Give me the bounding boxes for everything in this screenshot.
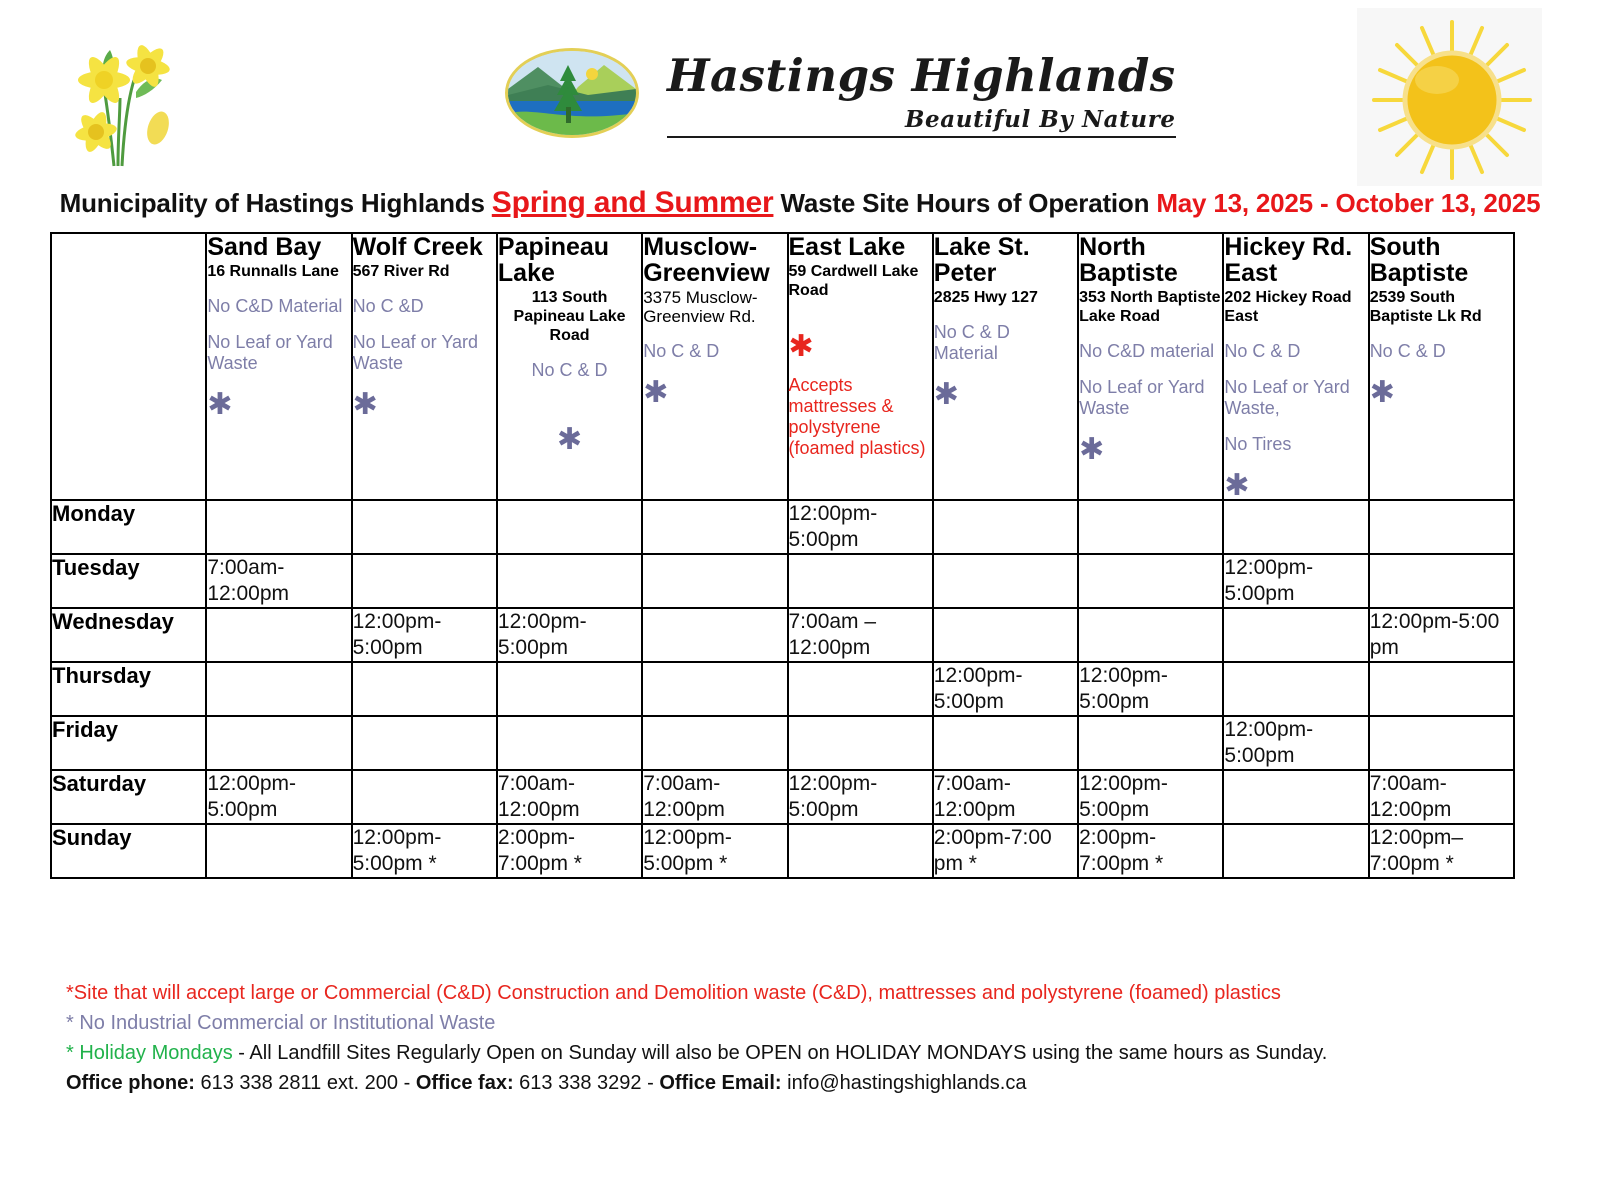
- hours-cell: [206, 716, 351, 770]
- hours-cell: [1223, 500, 1368, 554]
- day-label-saturday: Saturday: [51, 770, 206, 824]
- footnote-holiday-text: - All Landfill Sites Regularly Open on Sunday will also be OPEN on HOLIDAY MONDAYS using the same hours as Sunday.: [232, 1042, 1328, 1064]
- hours-cell: [352, 770, 497, 824]
- site-asterisk: ✱: [1224, 469, 1250, 502]
- hours-cell: 12:00pm-5:00pm: [933, 662, 1078, 716]
- office-fax-label: Office fax:: [415, 1072, 514, 1094]
- hours-cell: 12:00pm–7:00pm *: [1369, 824, 1514, 878]
- site-address: 113 South Papineau Lake Road: [513, 289, 626, 344]
- table-header-row: [51, 233, 1514, 500]
- title-prefix: Municipality of Hastings Highlands: [59, 188, 492, 218]
- site-name: North Baptiste: [1079, 233, 1178, 287]
- hours-cell: [933, 608, 1078, 662]
- hours-cell: [1078, 608, 1223, 662]
- table-row: [51, 770, 1514, 824]
- hours-cell: 7:00am-12:00pm: [642, 770, 787, 824]
- site-name: Sand Bay: [207, 233, 322, 261]
- daffodil-flowers-icon: [62, 28, 182, 168]
- site-name: Wolf Creek: [352, 233, 483, 261]
- poster-header: [0, 0, 1600, 180]
- site-address: 2825 Hwy 127: [933, 289, 1038, 306]
- hours-cell: [1369, 554, 1514, 608]
- table-row: [51, 608, 1514, 662]
- hours-cell: [642, 554, 787, 608]
- site-note: No Leaf or Yard Waste: [352, 332, 479, 373]
- office-email-value: info@hastingshighlands.ca: [781, 1072, 1027, 1094]
- site-asterisk: ✱: [556, 423, 583, 456]
- hours-cell: 12:00pm-5:00pm: [1223, 554, 1368, 608]
- hours-cell: [642, 500, 787, 554]
- site-asterisk: ✱: [643, 376, 669, 409]
- site-note: No C & D: [643, 341, 720, 361]
- hours-cell: [1369, 662, 1514, 716]
- hours-cell: [206, 608, 351, 662]
- hours-cell: 12:00pm-5:00pm: [206, 770, 351, 824]
- hours-cell: [933, 500, 1078, 554]
- logo-name-text: Hastings Highlands: [667, 49, 1176, 102]
- site-header-lake-st-peter: [933, 233, 1078, 500]
- hours-cell: [1223, 824, 1368, 878]
- site-note: No C & D: [1224, 341, 1301, 361]
- site-note: No Leaf or Yard Waste: [1079, 377, 1205, 418]
- site-name: Papineau Lake: [497, 233, 610, 287]
- title-dates: May 13, 2025 - October 13, 2025: [1156, 188, 1541, 218]
- hours-cell: 2:00pm-7:00 pm *: [933, 824, 1078, 878]
- site-name: Hickey Rd. East: [1224, 233, 1353, 287]
- footnote-no-ici-waste: * No Industrial Commercial or Institutional Waste: [66, 1012, 496, 1034]
- hours-cell: [206, 662, 351, 716]
- title-middle: Waste Site Hours of Operation: [773, 188, 1157, 218]
- site-name: Musclow-Greenview: [643, 233, 770, 287]
- hours-cell: [1223, 770, 1368, 824]
- footnotes: [66, 978, 1546, 1098]
- site-note: No C&D material: [1079, 341, 1215, 361]
- site-note: No Leaf or Yard Waste,: [1224, 377, 1350, 418]
- hours-cell: [933, 716, 1078, 770]
- site-asterisk: ✱: [933, 378, 959, 411]
- site-note: No C & D: [1369, 341, 1446, 361]
- hours-cell: [642, 608, 787, 662]
- hours-cell: [1078, 554, 1223, 608]
- hours-cell: [1223, 662, 1368, 716]
- site-address: 16 Runnalls Lane: [207, 263, 339, 280]
- site-header-papineau-lake: [497, 233, 642, 500]
- site-header-east-lake: [788, 233, 933, 500]
- table-row: [51, 554, 1514, 608]
- logo-tagline-text: Beautiful By Nature: [667, 106, 1176, 138]
- table-corner-cell: [51, 233, 206, 500]
- site-note: No Leaf or Yard Waste: [207, 332, 333, 373]
- site-note: No C & D: [531, 360, 608, 380]
- hours-cell: [788, 662, 933, 716]
- hours-cell: 2:00pm-7:00pm *: [1078, 824, 1223, 878]
- site-note: No Tires: [1224, 434, 1292, 454]
- site-asterisk: ✱: [1079, 433, 1105, 466]
- hours-cell: [352, 554, 497, 608]
- hastings-highlands-logo: [505, 48, 1176, 138]
- hours-cell: [788, 824, 933, 878]
- hours-cell: [352, 662, 497, 716]
- site-name: Lake St. Peter: [933, 233, 1030, 287]
- hours-cell: 2:00pm-7:00pm *: [497, 824, 642, 878]
- office-fax-value: 613 338 3292 -: [513, 1072, 660, 1094]
- site-address: 202 Hickey Road East: [1224, 289, 1352, 325]
- hours-cell: 7:00am – 12:00pm: [788, 608, 933, 662]
- site-header-musclow-greenview: [642, 233, 787, 500]
- hours-cell: [642, 662, 787, 716]
- office-phone-value: 613 338 2811 ext. 200 -: [194, 1072, 416, 1094]
- hours-cell: [1078, 716, 1223, 770]
- hours-cell: 12:00pm-5:00pm: [788, 770, 933, 824]
- site-header-south-baptiste: [1369, 233, 1514, 500]
- table-row: [51, 716, 1514, 770]
- hours-cell: 12:00pm-5:00pm: [788, 500, 933, 554]
- logo-oval-emblem: [505, 48, 639, 138]
- day-label-friday: Friday: [51, 716, 206, 770]
- site-address: 3375 Musclow-Greenview Rd.: [643, 288, 758, 326]
- site-asterisk: ✱: [788, 330, 814, 363]
- site-asterisk: ✱: [352, 388, 378, 421]
- hours-cell: [1369, 716, 1514, 770]
- hours-cell: [206, 824, 351, 878]
- hours-cell: [1369, 500, 1514, 554]
- footnote-cd-sites: *Site that will accept large or Commercial (C&D) Construction and Demolition waste (C&D), mattresses and polystyrene (foamed) plastics: [66, 982, 1281, 1004]
- site-address: 353 North Baptiste Lake Road: [1079, 289, 1221, 325]
- hours-cell: 12:00pm-5:00pm: [1223, 716, 1368, 770]
- hours-cell: [1223, 608, 1368, 662]
- hours-cell: [497, 716, 642, 770]
- site-name: East Lake: [788, 233, 906, 261]
- site-header-north-baptiste: [1078, 233, 1223, 500]
- site-address: 567 River Rd: [352, 263, 450, 280]
- office-email-label: Office Email:: [659, 1072, 782, 1094]
- table-row: [51, 662, 1514, 716]
- hours-cell: 7:00am-12:00pm: [497, 770, 642, 824]
- sun-icon: [1357, 8, 1542, 186]
- hours-table-container: [50, 232, 1515, 879]
- hours-cell: [1078, 500, 1223, 554]
- hours-cell: 7:00am-12:00pm: [933, 770, 1078, 824]
- table-body: [51, 500, 1514, 878]
- hours-cell: 12:00pm-5:00pm *: [352, 824, 497, 878]
- hours-cell: [497, 554, 642, 608]
- site-note: No C &D: [352, 296, 424, 316]
- day-label-thursday: Thursday: [51, 662, 206, 716]
- site-note: No C & D Material: [933, 322, 1010, 363]
- hours-cell: 12:00pm-5:00pm: [1078, 662, 1223, 716]
- footnote-holiday-label: * Holiday Mondays: [66, 1042, 233, 1064]
- site-header-sand-bay: [206, 233, 351, 500]
- hours-cell: 12:00pm-5:00pm *: [642, 824, 787, 878]
- table-row: [51, 824, 1514, 878]
- title-season: Spring and Summer: [491, 186, 774, 219]
- day-label-tuesday: Tuesday: [51, 554, 206, 608]
- table-row: [51, 500, 1514, 554]
- logo-wordmark: [667, 48, 1176, 138]
- hours-cell: 12:00pm-5:00 pm: [1369, 608, 1514, 662]
- footnote-holiday-mondays: [66, 1038, 1546, 1068]
- day-label-wednesday: Wednesday: [51, 608, 206, 662]
- hours-cell: 12:00pm-5:00pm: [352, 608, 497, 662]
- hours-cell: [497, 662, 642, 716]
- hours-cell: 12:00pm-5:00pm: [1078, 770, 1223, 824]
- site-asterisk: ✱: [1369, 376, 1395, 409]
- hours-cell: 7:00am-12:00pm: [1369, 770, 1514, 824]
- site-header-wolf-creek: [352, 233, 497, 500]
- office-phone-label: Office phone:: [66, 1072, 195, 1094]
- day-label-monday: Monday: [51, 500, 206, 554]
- hours-cell: [642, 716, 787, 770]
- hours-cell: [788, 554, 933, 608]
- hours-cell: [206, 500, 351, 554]
- hours-cell: 12:00pm-5:00pm: [497, 608, 642, 662]
- hours-cell: 7:00am-12:00pm: [206, 554, 351, 608]
- waste-site-hours-table: [50, 232, 1515, 879]
- day-label-sunday: Sunday: [51, 824, 206, 878]
- site-address: 59 Cardwell Lake Road: [788, 263, 919, 299]
- site-asterisk: ✱: [207, 388, 233, 421]
- page-title: [0, 186, 1600, 220]
- hours-cell: [788, 716, 933, 770]
- hours-cell: [497, 500, 642, 554]
- footnote-contact: [66, 1068, 1546, 1098]
- hours-cell: [352, 716, 497, 770]
- site-name: South Baptiste: [1369, 233, 1469, 287]
- site-header-hickey-rd-east: [1223, 233, 1368, 500]
- site-address: 2539 South Baptiste Lk Rd: [1369, 289, 1482, 325]
- hours-cell: [352, 500, 497, 554]
- site-note-red: Accepts mattresses & polystyrene (foamed plastics): [788, 375, 926, 458]
- hours-cell: [933, 554, 1078, 608]
- site-note: No C&D Material: [207, 296, 343, 316]
